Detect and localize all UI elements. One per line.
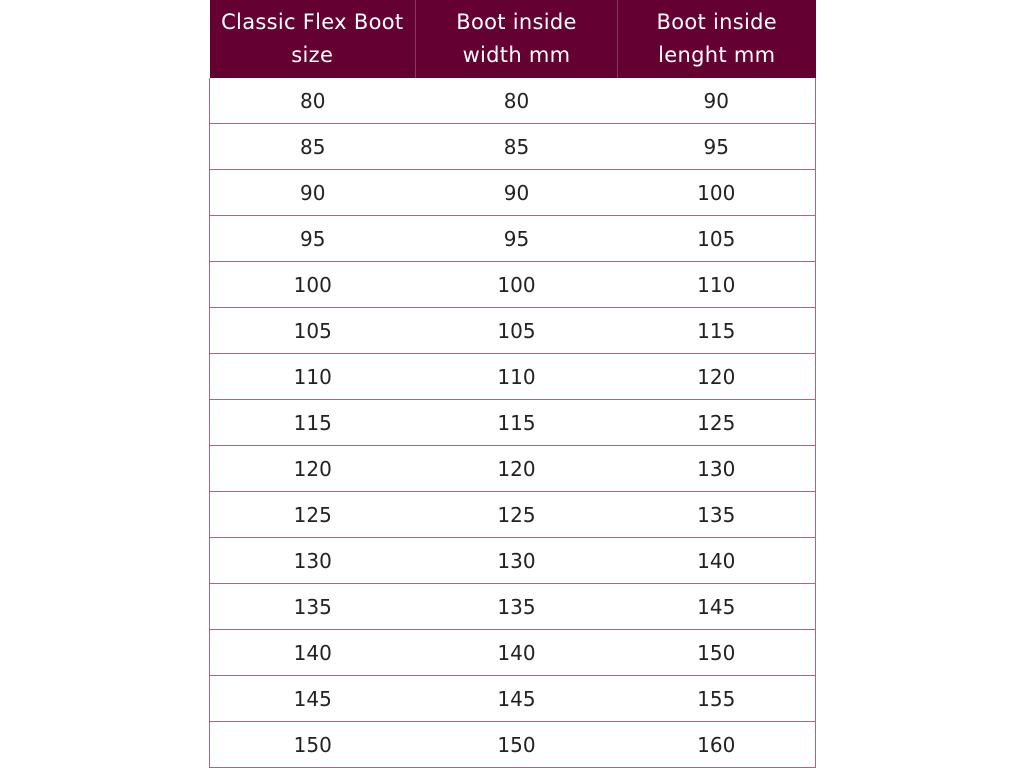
cell-inside-width: 85 bbox=[416, 124, 618, 170]
cell-inside-length: 150 bbox=[618, 630, 816, 676]
cell-inside-width: 135 bbox=[416, 584, 618, 630]
cell-inside-width: 105 bbox=[416, 308, 618, 354]
cell-inside-length: 145 bbox=[618, 584, 816, 630]
cell-boot-size: 115 bbox=[210, 400, 416, 446]
header-boot-size bbox=[210, 0, 416, 78]
cell-inside-width: 120 bbox=[416, 446, 618, 492]
cell-inside-length: 105 bbox=[618, 216, 816, 262]
header-inside-length bbox=[618, 0, 816, 78]
cell-boot-size: 105 bbox=[210, 308, 416, 354]
size-chart bbox=[209, 0, 815, 768]
cell-boot-size: 140 bbox=[210, 630, 416, 676]
cell-inside-width: 110 bbox=[416, 354, 618, 400]
table-row bbox=[210, 124, 816, 170]
cell-inside-width: 115 bbox=[416, 400, 618, 446]
table-row bbox=[210, 354, 816, 400]
cell-boot-size: 120 bbox=[210, 446, 416, 492]
table-header bbox=[210, 0, 816, 78]
cell-boot-size: 145 bbox=[210, 676, 416, 722]
cell-boot-size: 125 bbox=[210, 492, 416, 538]
header-inside-width bbox=[416, 0, 618, 78]
header-line: Boot inside bbox=[456, 10, 577, 34]
cell-inside-length: 110 bbox=[618, 262, 816, 308]
cell-inside-length: 140 bbox=[618, 538, 816, 584]
table-row bbox=[210, 630, 816, 676]
cell-inside-width: 80 bbox=[416, 78, 618, 124]
cell-inside-length: 120 bbox=[618, 354, 816, 400]
cell-inside-length: 100 bbox=[618, 170, 816, 216]
header-row bbox=[210, 0, 816, 78]
cell-inside-width: 140 bbox=[416, 630, 618, 676]
table-body bbox=[210, 78, 816, 768]
cell-inside-width: 150 bbox=[416, 722, 618, 768]
cell-inside-length: 115 bbox=[618, 308, 816, 354]
cell-inside-width: 95 bbox=[416, 216, 618, 262]
table-row bbox=[210, 400, 816, 446]
cell-boot-size: 150 bbox=[210, 722, 416, 768]
cell-inside-length: 95 bbox=[618, 124, 816, 170]
table-row bbox=[210, 170, 816, 216]
cell-boot-size: 130 bbox=[210, 538, 416, 584]
cell-boot-size: 135 bbox=[210, 584, 416, 630]
cell-inside-width: 90 bbox=[416, 170, 618, 216]
cell-inside-width: 100 bbox=[416, 262, 618, 308]
cell-inside-length: 135 bbox=[618, 492, 816, 538]
cell-inside-width: 130 bbox=[416, 538, 618, 584]
table-row bbox=[210, 584, 816, 630]
cell-boot-size: 110 bbox=[210, 354, 416, 400]
boot-size-table bbox=[209, 0, 816, 768]
cell-boot-size: 95 bbox=[210, 216, 416, 262]
header-line: Classic Flex Boot bbox=[221, 10, 404, 34]
table-row bbox=[210, 216, 816, 262]
table-row bbox=[210, 676, 816, 722]
cell-inside-length: 155 bbox=[618, 676, 816, 722]
cell-boot-size: 90 bbox=[210, 170, 416, 216]
cell-boot-size: 85 bbox=[210, 124, 416, 170]
cell-boot-size: 80 bbox=[210, 78, 416, 124]
table-row bbox=[210, 722, 816, 768]
table-row bbox=[210, 538, 816, 584]
header-line: Boot inside bbox=[656, 10, 777, 34]
cell-inside-length: 160 bbox=[618, 722, 816, 768]
cell-inside-width: 145 bbox=[416, 676, 618, 722]
header-line: lenght mm bbox=[658, 43, 776, 67]
cell-inside-length: 130 bbox=[618, 446, 816, 492]
table-row bbox=[210, 492, 816, 538]
cell-inside-length: 125 bbox=[618, 400, 816, 446]
header-line: size bbox=[291, 43, 334, 67]
header-line: width mm bbox=[462, 43, 571, 67]
table-row bbox=[210, 308, 816, 354]
table-row bbox=[210, 446, 816, 492]
cell-inside-length: 90 bbox=[618, 78, 816, 124]
table-row bbox=[210, 262, 816, 308]
cell-inside-width: 125 bbox=[416, 492, 618, 538]
cell-boot-size: 100 bbox=[210, 262, 416, 308]
table-row bbox=[210, 78, 816, 124]
